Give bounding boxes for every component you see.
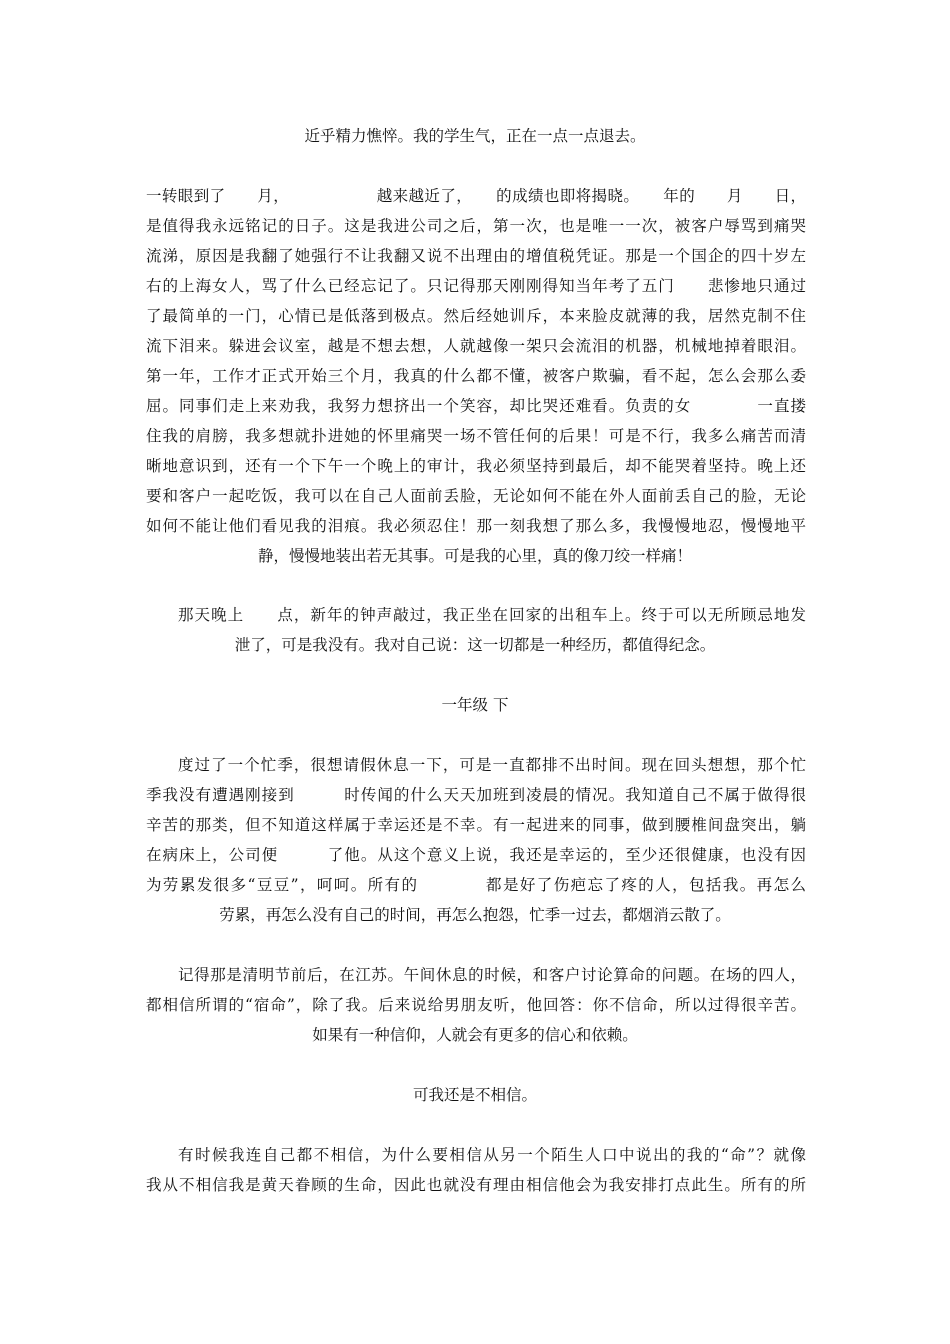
text-line: 晰地意识到，还有一个下午一个晚上的审计，我必须坚持到最后，却不能哭着坚持。晚上还 [146,457,806,475]
section-heading: 一年级 下 [441,696,509,714]
text-line: 静，慢慢地装出若无其事。可是我的心里，真的像刀绞一样痛！ [257,547,692,565]
text-line: 是值得我永远铭记的日子。这是我进公司之后，第一次，也是唯一一次，被客户辱骂到痛哭 [146,217,806,235]
text-line: 在病床上，公司便 了他。从这个意义上说，我还是幸运的，至少还很健康，也没有因 [146,846,806,864]
text-line: 辛苦的那类，但不知道这样属于幸运还是不幸。有一起进来的同事，做到腰椎间盘突出，躺 [146,816,806,834]
text-line: 都相信所谓的“宿命”，除了我。后来说给男朋友听，他回答：你不信命，所以过得很辛苦。 [146,996,806,1014]
text-line: 一转眼到了 月， 越来越近了， 的成绩也即将揭晓。 年的 月 日， [146,187,806,205]
text-line: 为劳累发很多“豆豆”，呵呵。所有的 都是好了伤疤忘了疼的人，包括我。再怎么 [146,876,806,894]
text-line: 如何不能让他们看见我的泪痕。我必须忍住！那一刻我想了那么多，我慢慢地忍，慢慢地平 [146,517,806,535]
text-line: 住我的肩膀，我多想就扑进她的怀里痛哭一场不管任何的后果！可是不行，我多么痛苦而清 [146,427,806,445]
text-line: 了最简单的一门，心情已是低落到极点。然后经她训斥，本来脸皮就薄的我，居然克制不住 [146,307,806,325]
text-line: 流涕，原因是我翻了她强行不让我翻又说不出理由的增值税凭证。那是一个国企的四十岁左 [146,247,806,265]
text-line: 流下泪来。躲进会议室，越是不想去想，人就越像一架只会流泪的机器，机械地掉着眼泪。 [146,337,806,355]
text-line: 可我还是不相信。 [412,1086,537,1104]
text-line: 我从不相信我是黄天眷顾的生命，因此也就没有理由相信他会为我安排打点此生。所有的所 [146,1176,806,1194]
text-line: 要和客户一起吃饭，我可以在自己人面前丢脸，无论如何不能在外人面前丢自己的脸，无论 [146,487,806,505]
text-line: 右的上海女人，骂了什么已经忘记了。只记得那天刚刚得知当年考了五门 悲惨地只通过 [146,277,806,295]
text-line: 近乎精力憔悴。我的学生气，正在一点一点退去。 [304,127,646,145]
text-line: 如果有一种信仰，人就会有更多的信心和依赖。 [312,1026,638,1044]
text-line: 屈。同事们走上来劝我，我努力想挤出一个笑容，却比哭还难看。负责的女 一直搂 [146,397,806,415]
text-line: 季我没有遭遇刚接到 时传闻的什么天天加班到凌晨的情况。我知道自己不属于做得很 [146,786,806,804]
text-line: 度过了一个忙季，很想请假休息一下，可是一直都排不出时间。现在回头想想，那个忙 [178,756,806,774]
text-line: 泄了，可是我没有。我对自己说：这一切都是一种经历，都值得纪念。 [234,636,716,654]
text-line: 劳累，再怎么没有自己的时间，再怎么抱怨，忙季一过去，都烟消云散了。 [219,906,731,924]
text-line: 有时候我连自己都不相信，为什么要相信从另一个陌生人口中说出的我的“命”？就像 [178,1146,806,1164]
text-line: 那天晚上 点，新年的钟声敲过，我正坐在回家的出租车上。终于可以无所顾忌地发 [178,606,806,624]
text-line: 第一年，工作才正式开始三个月，我真的什么都不懂，被客户欺骗，看不起，怎么会那么委 [146,367,806,385]
text-line: 记得那是清明节前后，在江苏。午间休息的时候，和客户讨论算命的问题。在场的四人， [178,966,806,984]
